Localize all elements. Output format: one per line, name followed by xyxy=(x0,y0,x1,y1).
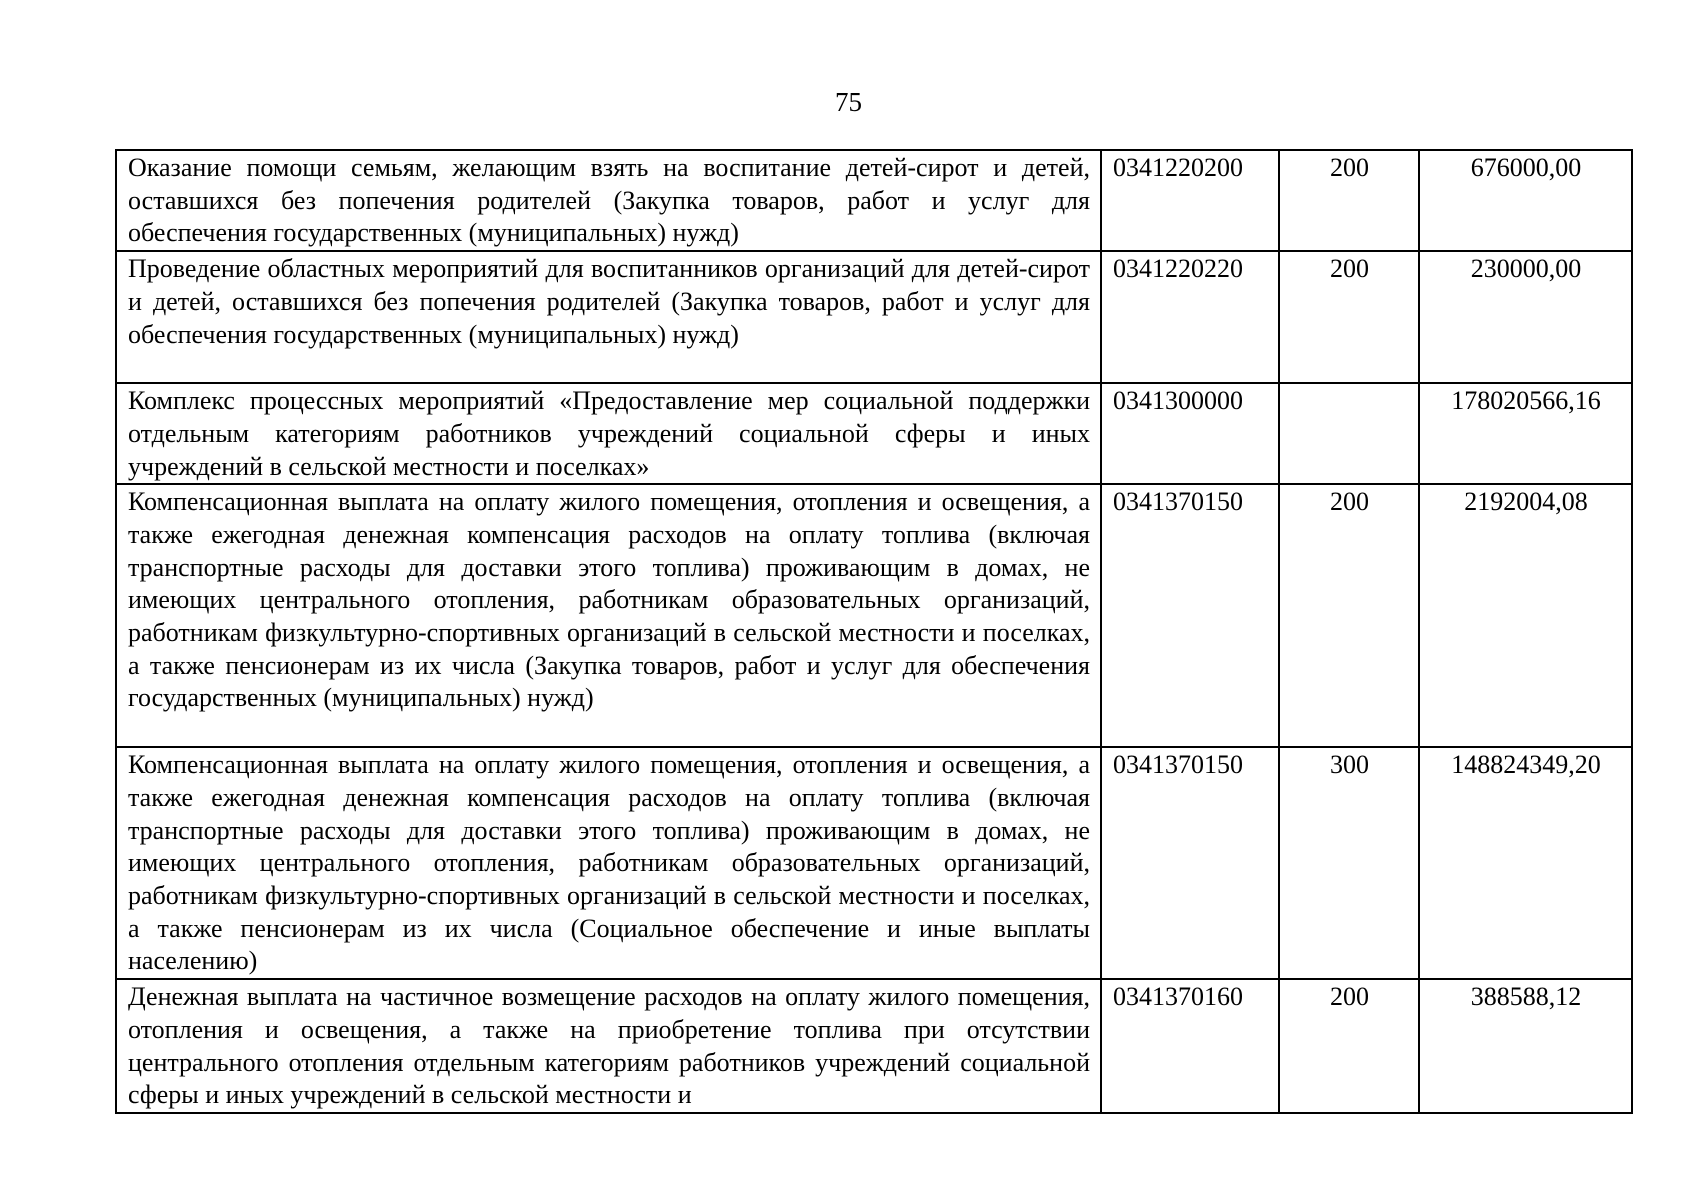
table-row xyxy=(116,484,1632,747)
row-code: 0341370150 xyxy=(1101,484,1279,747)
row-expense-type: 200 xyxy=(1279,251,1419,383)
row-description: Денежная выплата на частичное возмещение расходов на оплату жилого помещения, отопления и освещения, а также на приобретение топлива при отсутствии центрального отопления отдельным категориям работников учреждений социальной сферы и иных учреждений в сельской местности и xyxy=(116,979,1101,1113)
row-code: 0341220220 xyxy=(1101,251,1279,383)
row-amount: 2192004,08 xyxy=(1419,484,1632,747)
row-description: Компенсационная выплата на оплату жилого помещения, отопления и освещения, а также ежегодная денежная компенсация расходов на оплату топлива (включая транспортные расходы для доставки этого топлива) проживающим в домах, не имеющих центрального отопления, работникам образовательных организаций, работникам физкультурно-спортивных организаций в сельской местности и поселках, а также пенсионерам из их числа (Закупка товаров, работ и услуг для обеспечения государственных (муниципальных) нужд) xyxy=(116,484,1101,747)
row-code: 0341300000 xyxy=(1101,383,1279,484)
page-number: 75 xyxy=(835,87,862,117)
row-amount: 178020566,16 xyxy=(1419,383,1632,484)
row-description: Компенсационная выплата на оплату жилого помещения, отопления и освещения, а также ежегодная денежная компенсация расходов на оплату топлива (включая транспортные расходы для доставки этого топлива) проживающим в домах, не имеющих центрального отопления, работникам образовательных организаций, работникам физкультурно-спортивных организаций в сельской местности и поселках, а также пенсионерам из их числа (Социальное обеспечение и иные выплаты населению) xyxy=(116,747,1101,979)
table-row xyxy=(116,383,1632,484)
table-row xyxy=(116,251,1632,383)
row-expense-type: 300 xyxy=(1279,747,1419,979)
row-code: 0341370160 xyxy=(1101,979,1279,1113)
row-expense-type: 200 xyxy=(1279,979,1419,1113)
row-description: Оказание помощи семьям, желающим взять на воспитание детей-сирот и детей, оставшихся без попечения родителей (Закупка товаров, работ и услуг для обеспечения государственных (муниципальных) нужд) xyxy=(116,150,1101,251)
row-code: 0341370150 xyxy=(1101,747,1279,979)
row-code: 0341220200 xyxy=(1101,150,1279,251)
row-expense-type xyxy=(1279,383,1419,484)
table-row xyxy=(116,150,1632,251)
row-amount: 230000,00 xyxy=(1419,251,1632,383)
row-expense-type: 200 xyxy=(1279,150,1419,251)
row-description: Комплекс процессных мероприятий «Предоставление мер социальной поддержки отдельным категориям работников учреждений социальной сферы и иных учреждений в сельской местности и поселках» xyxy=(116,383,1101,484)
row-expense-type: 200 xyxy=(1279,484,1419,747)
table-row xyxy=(116,979,1632,1113)
row-amount: 676000,00 xyxy=(1419,150,1632,251)
table-row xyxy=(116,747,1632,979)
budget-table xyxy=(115,149,1633,1114)
row-description: Проведение областных мероприятий для воспитанников организаций для детей-сирот и детей, оставшихся без попечения родителей (Закупка товаров, работ и услуг для обеспечения государственных (муниципальных) нужд) xyxy=(116,251,1101,383)
row-amount: 388588,12 xyxy=(1419,979,1632,1113)
row-amount: 148824349,20 xyxy=(1419,747,1632,979)
